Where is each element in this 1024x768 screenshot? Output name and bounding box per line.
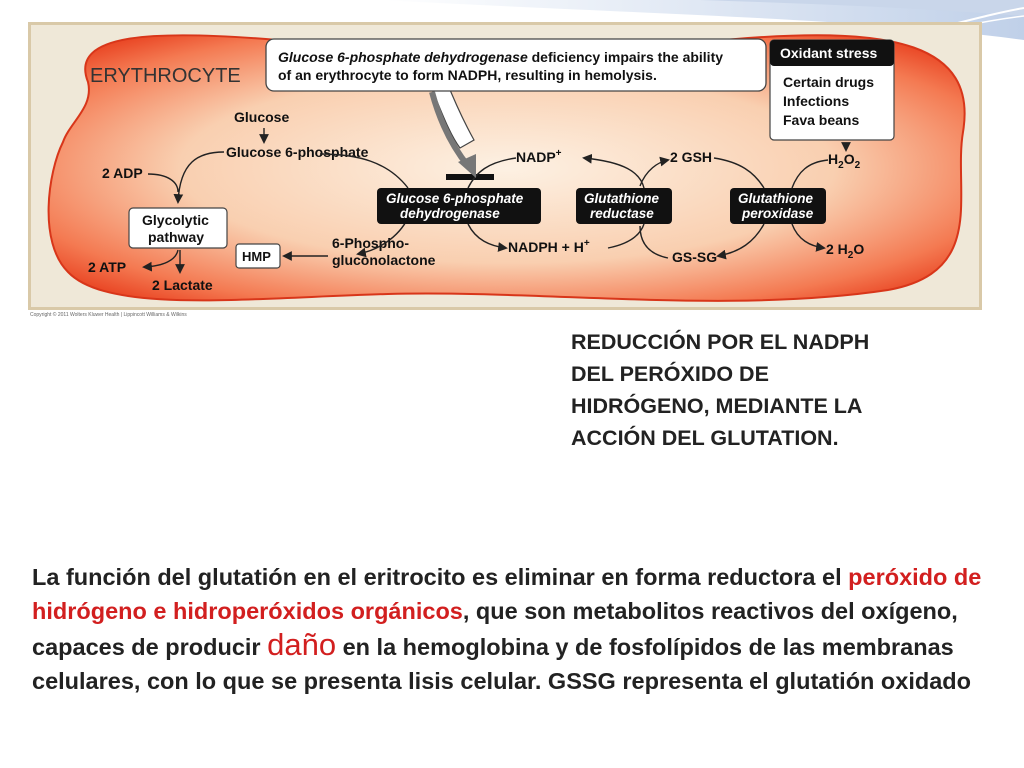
reductase-label: reductase: [590, 206, 654, 221]
callout-text-line1: Glucose 6-phosphate dehydrogenase deficiency impairs the ability: [278, 49, 724, 65]
highlighted-term: peróxido de hidrógeno e hidroperóxidos orgánicos: [32, 564, 982, 624]
paragraph-text: La función del glutatión en el eritrocito es eliminar en forma reductora el: [32, 564, 849, 590]
caption-line: HIDRÓGENO, MEDIANTE LA: [571, 394, 863, 418]
cell-label: ERYTHROCYTE: [90, 65, 241, 87]
h2o2-label: $H_2O_2$: [828, 151, 861, 171]
oxidant-stress-title: Oxidant stress: [780, 45, 878, 61]
reductase-label: Glutathione: [584, 191, 659, 206]
gsh-label: 2 GSH: [670, 149, 713, 165]
hmp-label: HMP: [242, 249, 271, 264]
erythrocyte-diagram: [28, 22, 982, 310]
g6pd-label: dehydrogenase: [400, 206, 500, 221]
adp-label: 2 ADP: [102, 165, 143, 181]
atp-label: 2 ATP: [88, 259, 127, 275]
glycolytic-label: Glycolytic: [142, 212, 209, 228]
callout-text-line2: of an erythrocyte to form NADPH, resulting in hemolysis.: [278, 67, 657, 83]
emphasized-word: daño: [267, 627, 337, 662]
lactate-label: 2 Lactate: [152, 277, 213, 293]
paragraph-text: , que son metabolitos reactivos del oxígeno, capaces de producir: [32, 598, 958, 660]
peroxidase-label: Glutathione: [738, 191, 813, 206]
copyright-notice: Copyright © 2011 Wolters Kluwer Health | Lippincott Williams & Wilkins: [30, 312, 187, 318]
slide-caption: [571, 326, 1001, 454]
oxidant-item: Fava beans: [783, 112, 860, 128]
oxidant-item: Infections: [783, 93, 850, 109]
explanation-paragraph: [32, 560, 1007, 698]
peroxidase-label: peroxidase: [742, 206, 814, 221]
glycolytic-label: pathway: [148, 229, 205, 245]
g6pd-block-bar: [446, 174, 494, 180]
paragraph-text: en la hemoglobina y de fosfolípidos de las membranas celulares, con lo que se presenta lisis celular. GSSG representa el glutatión oxidado: [32, 634, 972, 694]
oxidant-item: Certain drugs: [783, 74, 875, 90]
gssg-label: GS-SG: [672, 249, 718, 265]
h2o-label: 2 $H_2O$: [826, 241, 865, 261]
glucose-6-phosphate-label: Glucose 6-phosphate: [226, 144, 369, 160]
glucose-label: Glucose: [234, 109, 290, 125]
g6pd-label: Glucose 6-phosphate: [386, 191, 524, 206]
caption-line: REDUCCIÓN POR EL NADPH: [571, 330, 870, 354]
callout-box: [266, 39, 766, 91]
phosphogluconolactone-label: 6-Phospho-: [332, 235, 409, 251]
phosphogluconolactone-label: gluconolactone: [332, 252, 436, 268]
caption-line: DEL PERÓXIDO DE: [571, 362, 769, 386]
nadph-label: NADPH + H+: [508, 238, 590, 255]
nadp-label: NADP+: [516, 148, 562, 165]
caption-line: ACCIÓN DEL GLUTATION.: [571, 426, 839, 450]
